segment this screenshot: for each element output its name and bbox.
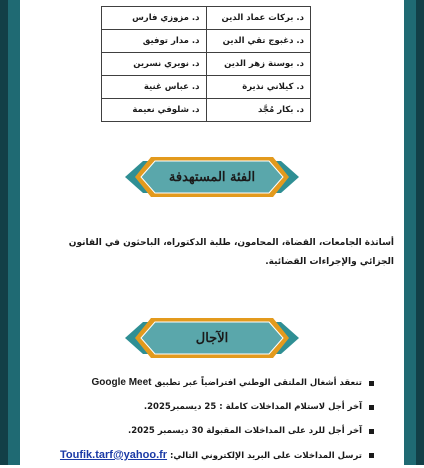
page-frame-right: [404, 0, 424, 465]
target-audience-text: أساتذة الجامعات، القضاة، المحامون، طلبة الدكتوراه، الباحثون في القانون الجزائي والإجراءات القضائية.: [68, 238, 394, 267]
table-cell: د. كيلاني نذيرة: [206, 76, 311, 99]
table-row: [102, 99, 311, 122]
table-cell: د. شلوفي نعيمة: [102, 99, 207, 122]
email-link[interactable]: Toufik.tarf@yahoo.fr: [59, 449, 168, 461]
table-cell: د. بركات عماد الدين: [206, 7, 311, 30]
list-item: [36, 444, 374, 468]
list-item: [36, 372, 374, 396]
table-cell: د. مزوزي فارس: [102, 7, 207, 30]
table-cell: د. مدار توفيق: [102, 30, 207, 53]
section-title: الفئة المستهدفة: [168, 169, 256, 185]
list-item-text: تنعقد أشغال الملتقى الوطني افتراضياً عبر تطبيق: [151, 378, 362, 388]
table-row: [102, 7, 311, 30]
square-bullet-icon: [369, 453, 374, 458]
square-bullet-icon: [369, 381, 374, 386]
square-bullet-icon: [369, 429, 374, 434]
square-bullet-icon: [369, 405, 374, 410]
app-name: Google Meet: [91, 377, 152, 388]
table-cell: د. نويري نسرين: [102, 53, 207, 76]
table-cell: د. دغبوج تقي الدين: [206, 30, 311, 53]
list-item-text: آخر أجل لاستلام المداخلات كاملة : 25 ديسمبر2025.: [143, 402, 362, 412]
table-cell: د. بوسنة زهر الدين: [206, 53, 311, 76]
page-frame-left: [0, 0, 20, 465]
list-item: [36, 396, 374, 420]
table-row: [102, 30, 311, 53]
table-row: [102, 76, 311, 99]
deadlines-list: [36, 372, 374, 468]
table-cell: د. بكار مُجَّد: [206, 99, 311, 122]
target-audience-banner: [125, 155, 299, 199]
table-cell: د. عباس غنية: [102, 76, 207, 99]
list-item: [36, 420, 374, 444]
list-item-text: آخر أجل للرد على المداخلات المقبولة 30 ديسمبر 2025.: [127, 426, 362, 436]
deadlines-banner: [125, 316, 299, 360]
table-row: [102, 53, 311, 76]
list-item-text: ترسل المداخلات على البريد الإلكتروني التالي:: [167, 451, 362, 461]
committee-table: [101, 6, 311, 122]
section-title: الآجال: [195, 330, 229, 346]
